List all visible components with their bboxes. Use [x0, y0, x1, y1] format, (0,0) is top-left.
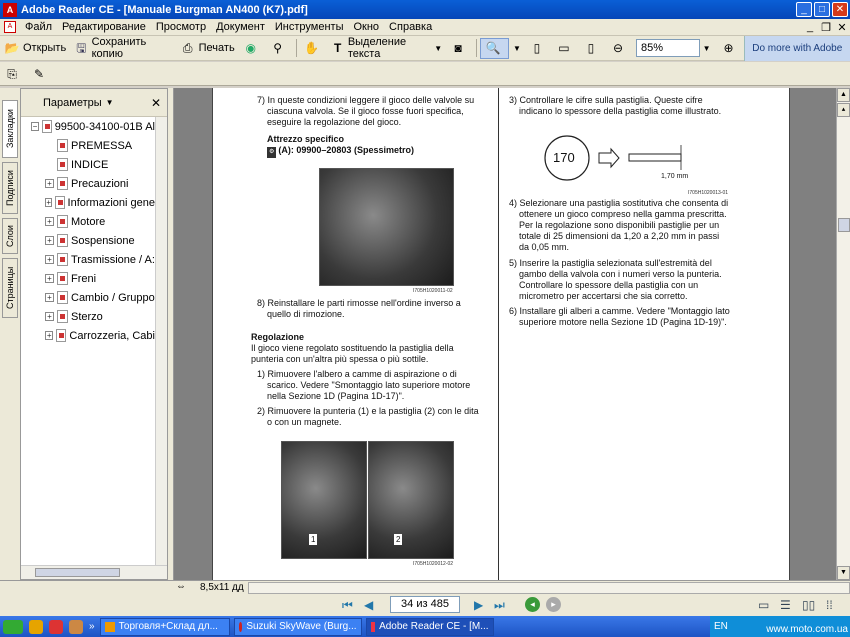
bookmark-item[interactable]	[21, 307, 155, 326]
step-2-line1: 2) Rimuovere la punteria (1) e la pastiglia (2) con le dita	[257, 406, 479, 416]
bookmarks-header	[21, 89, 167, 117]
adjustment-text2: punteria con un'altra più spessa o più sottile.	[251, 354, 429, 364]
step-4-line1: 4) Selezionare una pastiglia sostitutiva che consenta di	[509, 198, 729, 208]
search-button[interactable]	[266, 38, 293, 59]
zoom-in-button[interactable]	[717, 38, 744, 59]
page-size-label: 8,5x11 дд	[200, 582, 244, 593]
task-label-1: Торговля+Склад дл...	[118, 620, 218, 632]
step-4-line3: Per la regolazione sono disponibili pastiglie per un	[519, 220, 720, 230]
bookmark-label: Cambio / Gruppo	[71, 291, 155, 304]
facing-icon[interactable]: ▯▯	[802, 598, 816, 612]
document-star-icon: ✎	[33, 66, 45, 81]
title-bar	[0, 0, 850, 19]
expand-icon[interactable]: +	[45, 217, 54, 226]
bookmark-icon	[57, 291, 68, 304]
diagram-caption: I705H1020013-01	[688, 190, 729, 196]
scroll-down-arrow[interactable]: ▼	[837, 566, 850, 580]
quicklaunch-icon-2[interactable]	[49, 620, 63, 634]
bookmark-label: PREMESSA	[71, 139, 133, 152]
bookmark-item[interactable]	[21, 136, 155, 155]
doc-close-button[interactable]: ✕	[837, 21, 847, 34]
bookmark-icon	[57, 272, 68, 285]
zoom-chevron-icon[interactable]: ▼	[702, 43, 711, 53]
bookmark-label: Carrozzeria, Cabi	[69, 329, 155, 342]
close-button[interactable]: ✕	[832, 2, 848, 17]
chevron-down-icon: ▼	[513, 43, 521, 53]
menu-document[interactable]: Документ	[216, 21, 265, 33]
zoom-input[interactable]: 85%	[636, 39, 700, 57]
photo1-caption: I705H1020011-02	[413, 288, 453, 294]
zoom-dropdown[interactable]	[509, 38, 525, 59]
bookmark-icon	[42, 120, 52, 133]
quicklaunch-icon-3[interactable]	[69, 620, 83, 634]
bookmark-icon	[57, 215, 68, 228]
minus-circle-icon: ⊖	[612, 41, 623, 55]
main-toolbar	[0, 36, 850, 61]
tab-pages[interactable]: Страницы	[2, 258, 18, 318]
document-vertical-scrollbar[interactable]	[836, 88, 850, 580]
step-3-line2: indicano lo spessore della pastiglia come illustrato.	[519, 106, 722, 116]
print-label: Печать	[198, 42, 235, 54]
single-page-icon[interactable]: ▭	[758, 598, 770, 612]
bookmark-label: Trasmissione / A:	[71, 253, 155, 266]
tappet-photo-left	[281, 441, 367, 559]
page-navigation-bar	[0, 594, 850, 616]
step-1-line3: nella Sezione 1D (Pagina 1D-17)".	[267, 391, 405, 401]
watermark: www.moto.com.ua	[766, 624, 848, 635]
bookmark-item[interactable]	[21, 326, 155, 345]
bookmark-item[interactable]	[21, 250, 155, 269]
taskbar-item-1[interactable]	[100, 618, 230, 636]
page-icon: ▯	[533, 41, 541, 55]
bookmark-item[interactable]	[21, 212, 155, 231]
options-label[interactable]: Параметры	[43, 96, 102, 109]
bookmark-label: Precauzioni	[71, 177, 129, 190]
chevron-down-icon: ▼	[434, 43, 443, 53]
bookmark-icon	[57, 177, 68, 190]
adjustment-heading: Regolazione	[251, 332, 305, 342]
menu-help[interactable]: Справка	[389, 21, 433, 33]
photo2-caption: I705H1020012-02	[413, 561, 454, 567]
menu-file[interactable]: Файл	[25, 21, 53, 33]
status-bar	[0, 580, 850, 594]
bookmark-item[interactable]	[21, 269, 155, 288]
bookmark-icon	[57, 139, 68, 152]
attach-button[interactable]	[27, 63, 54, 84]
start-button[interactable]	[3, 620, 23, 634]
step-2-line2: o con un magnete.	[267, 417, 342, 427]
zoom-tool-button[interactable]	[480, 38, 509, 59]
expand-icon[interactable]: +	[45, 236, 54, 245]
more-icon[interactable]: »	[89, 621, 95, 632]
bookmark-label: Sospensione	[71, 234, 135, 247]
printer-icon: ⎙	[182, 41, 193, 55]
shim-diagram	[543, 133, 693, 183]
hand-icon: ✋	[304, 41, 320, 55]
step-3-line1: 3) Controllare le cifre sulla pastiglia. Queste cifre	[509, 95, 703, 105]
secondary-toolbar	[0, 62, 850, 86]
adobe-reader-icon: A	[3, 3, 17, 17]
bookmark-item[interactable]	[21, 288, 155, 307]
tool-heading: Attrezzo specifico	[267, 134, 345, 144]
page-number-input[interactable]: 34 из 485	[390, 596, 460, 613]
actual-size-button[interactable]	[525, 38, 552, 59]
step-7-line3: eseguire la regolazione del gioco.	[267, 117, 402, 127]
column-divider	[498, 88, 499, 580]
step-4-line2: ottenere un gioco compreso nella gamma prescritta.	[519, 209, 727, 219]
step-1-line1: 1) Rimuovere l'albero a camme di aspirazione o di	[257, 369, 457, 379]
step-5-line3: Controllare lo spessore della pastiglia con un	[519, 280, 699, 290]
save-copy-button[interactable]	[70, 38, 175, 59]
scroll-up-page-arrow[interactable]: ▴	[837, 103, 850, 117]
next-page-icon[interactable]: ▶	[474, 598, 484, 612]
step-5-line1: 5) Inserire la pastiglia selezionata sull'estremità del	[509, 258, 712, 268]
quicklaunch-icon-1[interactable]	[29, 620, 43, 634]
menu-bar	[0, 19, 850, 36]
globe-mail-icon: ◉	[245, 41, 256, 55]
adobe-promo-button[interactable]: Do more with Adobe	[744, 36, 850, 61]
step-8-line1: 8) Reinstallare le parti rimosse nell'ordine inverso a	[257, 298, 461, 308]
step-6-line1: 6) Installare gli alberi a camme. Vedere "Montaggio lato	[509, 306, 730, 316]
valve-gap-photo	[319, 168, 454, 286]
menu-window[interactable]: Окно	[353, 21, 380, 33]
expand-icon[interactable]: +	[45, 179, 54, 188]
continuous-icon[interactable]: ☰	[780, 598, 791, 612]
document-viewer[interactable]	[174, 88, 836, 580]
bookmark-item[interactable]	[21, 193, 155, 212]
next-view-icon[interactable]: ▸	[546, 597, 561, 612]
app-icon	[105, 622, 115, 632]
doc-restore-button[interactable]: ❐	[821, 21, 831, 34]
plus-circle-icon: ⊕	[723, 41, 734, 55]
text-cursor-icon: T	[334, 41, 342, 55]
fit-page-icon: ▭	[558, 41, 570, 55]
document-horizontal-scrollbar[interactable]	[248, 582, 850, 594]
window-title: Adobe Reader CE - [Manuale Burgman AN400 (K7).pdf]	[21, 3, 308, 16]
bookmark-icon	[57, 253, 68, 266]
bookmark-label: INDICE	[71, 158, 109, 171]
collapse-icon[interactable]: −	[32, 122, 38, 131]
menu-view[interactable]: Просмотр	[155, 21, 207, 33]
bookmark-label: 99500-34100-01B Al	[54, 120, 155, 133]
language-indicator[interactable]: EN	[714, 621, 728, 632]
continuous-facing-icon[interactable]: ⁞⁞	[826, 598, 833, 612]
pdf-document-icon[interactable]: A	[4, 21, 16, 33]
tab-signatures[interactable]: Подписи	[2, 162, 18, 214]
step-7-line1: 7) In queste condizioni leggere il gioco delle valvole su	[257, 95, 475, 105]
panel-horizontal-scrollbar[interactable]	[21, 565, 167, 579]
browser-icon	[239, 622, 243, 632]
minimize-button[interactable]: _	[796, 2, 812, 17]
binoculars-icon: ⚲	[273, 41, 283, 55]
pdf-page	[212, 88, 790, 580]
first-page-icon[interactable]: ⏮	[342, 598, 353, 612]
floppy-disk-icon: 🖫	[76, 41, 87, 55]
document-scroll-thumb[interactable]	[838, 218, 850, 232]
expand-icon[interactable]: +	[45, 255, 54, 264]
scroll-up-arrow[interactable]: ▲	[837, 88, 850, 102]
bookmark-icon	[55, 196, 64, 209]
chevron-down-icon[interactable]: ▼	[105, 98, 114, 107]
tab-layers[interactable]: Слои	[2, 218, 18, 254]
magnifier-icon: 🔍	[485, 41, 501, 55]
bookmark-item[interactable]	[21, 174, 155, 193]
expand-icon[interactable]: +	[46, 198, 52, 207]
step-8-line2: quello di rimozione.	[267, 309, 345, 319]
bookmark-item[interactable]	[21, 117, 155, 136]
bookmarks-panel	[20, 88, 168, 580]
bookmark-item[interactable]	[21, 231, 155, 250]
task-label-2: Suzuki SkyWave (Burg...	[246, 620, 357, 632]
callout-2: 2	[396, 535, 401, 544]
page-size-icon[interactable]: ⇔	[176, 581, 186, 592]
step-5-line2: gambo della valvola con i numeri verso la punteria.	[519, 269, 722, 279]
shim-thickness: 1,70 mm	[661, 173, 689, 180]
zoom-out-button[interactable]	[606, 38, 633, 59]
navigation-tabs	[0, 88, 20, 580]
previous-page-icon[interactable]: ◀	[364, 598, 374, 612]
step-4-line5: da 0,05 mm.	[519, 242, 570, 252]
menu-edit[interactable]: Редактирование	[62, 21, 146, 33]
snapshot-button[interactable]	[446, 38, 473, 59]
taskbar	[0, 616, 850, 637]
tool-line	[267, 145, 414, 158]
step-4-line4: totale di 25 dimensioni da 1,20 a 2,20 mm in passi	[519, 231, 720, 241]
hand-tool-button[interactable]	[300, 38, 327, 59]
select-text-label: Выделение текста	[347, 36, 407, 60]
open-label: Открыть	[23, 42, 67, 54]
camera-icon: ◙	[454, 41, 462, 55]
callout-1: 1	[311, 535, 316, 544]
maximize-button[interactable]: □	[814, 2, 830, 17]
taskbar-item-3[interactable]	[366, 618, 494, 636]
tab-bookmarks[interactable]: Закладки	[2, 100, 18, 158]
panel-vertical-scrollbar[interactable]	[155, 117, 167, 565]
tool-icon: ⚙	[267, 147, 276, 158]
bookmark-label: Informazioni gene	[67, 196, 155, 209]
menu-tools[interactable]: Инструменты	[274, 21, 344, 33]
expand-icon[interactable]: +	[45, 274, 54, 283]
bookmark-icon	[57, 158, 68, 171]
bookmark-icon	[56, 329, 66, 342]
expand-icon[interactable]: +	[45, 293, 54, 302]
bookmark-label: Freni	[71, 272, 97, 285]
adjustment-text1: Il gioco viene regolato sostituendo la pastiglia della	[251, 343, 454, 353]
save-copy-label: Сохранить копию	[91, 36, 147, 60]
tappet-photo-right	[368, 441, 454, 559]
panel-scroll-thumb[interactable]	[35, 568, 120, 577]
folder-open-icon: 📂	[4, 41, 20, 55]
shim-number: 170	[553, 150, 575, 165]
tool-spec: (A): 09900–20803 (Spessimetro)	[278, 145, 414, 155]
previous-view-icon[interactable]: ◂	[525, 597, 540, 612]
expand-icon[interactable]: +	[45, 312, 54, 321]
bookmark-icon	[57, 234, 68, 247]
bookmark-item[interactable]	[21, 155, 155, 174]
bookmark-tree	[21, 117, 155, 565]
adobe-icon	[371, 622, 376, 632]
bookmark-label: Sterzo	[71, 310, 103, 323]
email-button[interactable]	[239, 38, 266, 59]
fit-page-button[interactable]	[552, 38, 579, 59]
bookmark-icon	[57, 310, 68, 323]
select-text-button[interactable]	[327, 38, 447, 59]
open-button[interactable]	[0, 38, 70, 59]
last-page-icon[interactable]: ⏭	[494, 598, 505, 612]
step-5-line4: micrometro per accertarsi che sia corretto.	[519, 291, 688, 301]
fit-width-icon: ▯	[587, 41, 595, 55]
step-6-line2: superiore motore nella Sezione 1D (Pagina 1D-19)".	[519, 317, 727, 327]
create-pdf-icon: ⎘	[7, 66, 17, 81]
step-7-line2: ciascuna valvola. Se il gioco fosse fuori specifica,	[267, 106, 464, 116]
task-label-3: Adobe Reader CE - [M...	[379, 620, 489, 632]
taskbar-item-2[interactable]	[234, 618, 362, 636]
step-1-line2: scarico. Vedere "Smontaggio lato superiore motore	[267, 380, 471, 390]
print-button[interactable]	[176, 38, 239, 59]
close-panel-icon[interactable]: ✕	[150, 95, 161, 110]
expand-icon[interactable]: +	[46, 331, 52, 340]
bookmark-label: Motore	[71, 215, 106, 228]
create-pdf-button[interactable]	[0, 63, 27, 84]
doc-minimize-button[interactable]: _	[806, 21, 814, 33]
fit-width-button[interactable]	[579, 38, 606, 59]
